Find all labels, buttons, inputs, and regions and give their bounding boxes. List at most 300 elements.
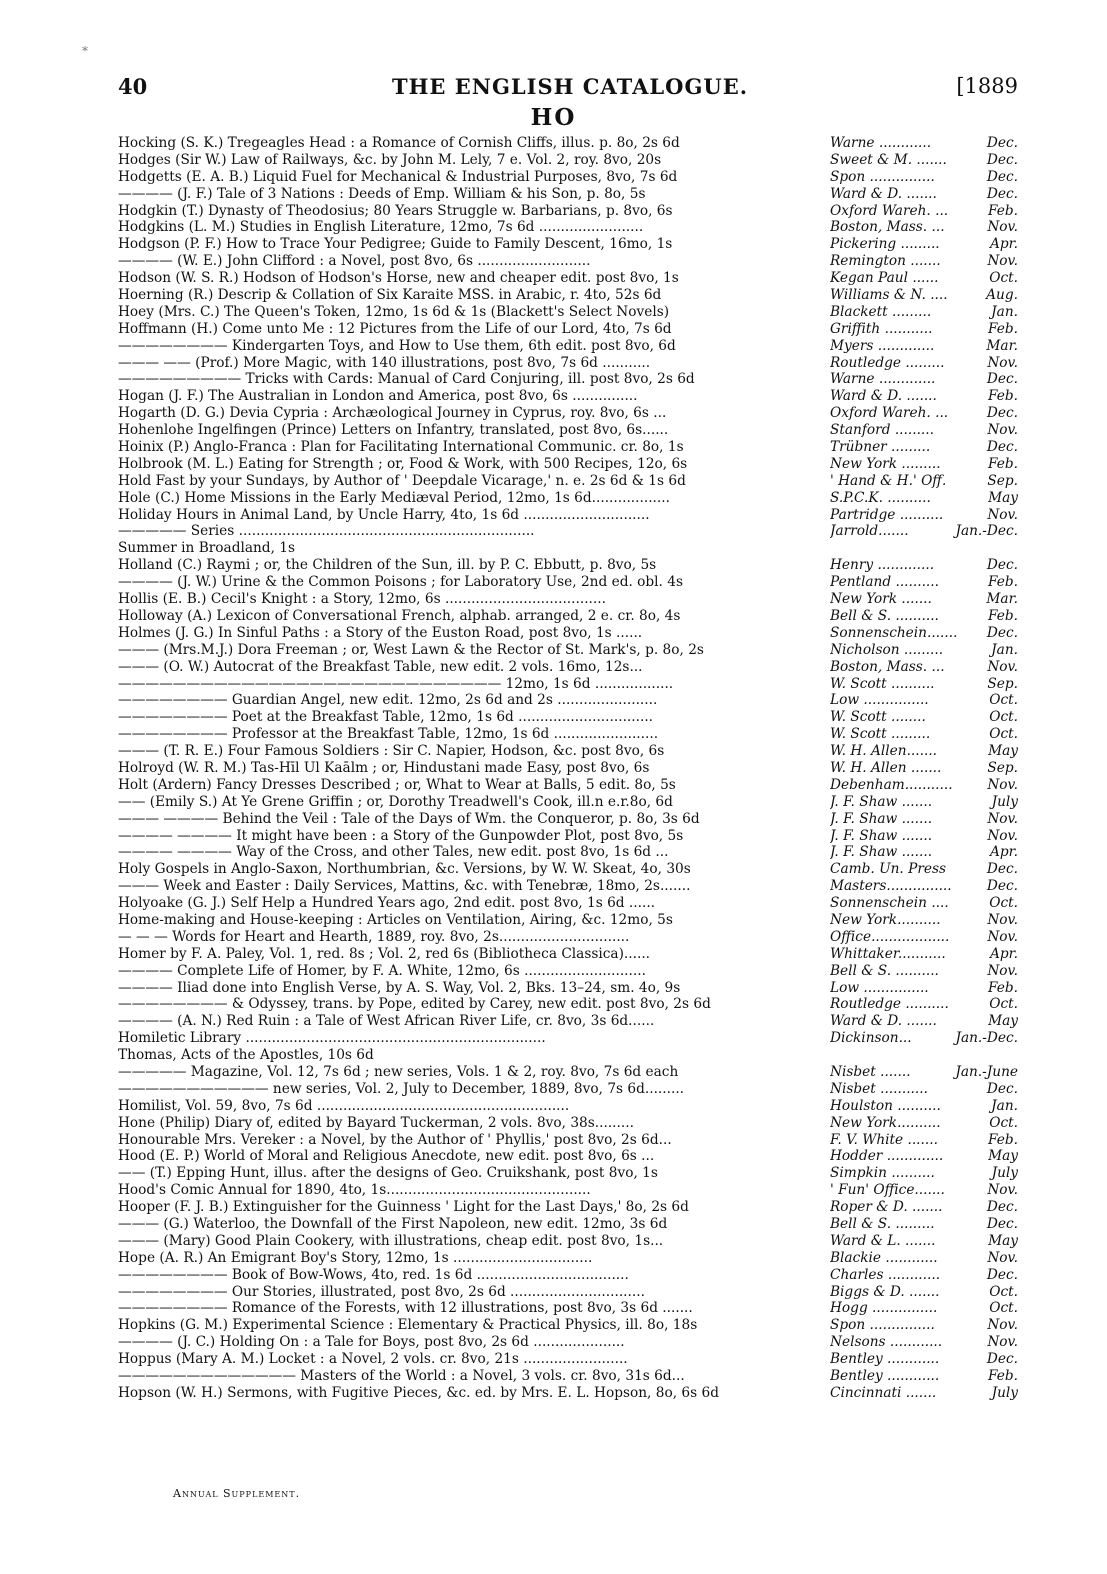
- entry-text: Holyoake (G. J.) Self Help a Hundred Years ago, 2nd edit. post 8vo, 1s 6d ......: [118, 895, 656, 912]
- entry-publisher: ' Hand & H.' Off.: [830, 472, 947, 489]
- entry-text: ——— (Mary) Good Plain Cookery, with illustrations, cheap edit. post 8vo, 1s...: [118, 1232, 664, 1249]
- entry-date: Feb.: [988, 574, 1018, 591]
- entry-date: Nov.: [987, 827, 1018, 844]
- entry-text: Hodgkin (T.) Dynasty of Theodosius; 80 Years Struggle w. Barbarians, p. 8vo, 6s: [118, 202, 673, 219]
- entry-text: Thomas, Acts of the Apostles, 10s 6d: [118, 1047, 374, 1064]
- entry-text: —— (T.) Epping Hunt, illus. after the designs of Geo. Cruikshank, post 8vo, 1s: [118, 1165, 658, 1182]
- catalogue-entry: [118, 456, 1018, 473]
- entry-publisher-cell: [830, 1064, 1018, 1081]
- entry-text: ———————— Guardian Angel, new edit. 12mo, 2s 6d and 2s .......................: [118, 692, 658, 709]
- entry-text: ———— Iliad done into English Verse, by A. S. Way, Vol. 2, Bks. 13–24, sm. 4o, 9s: [118, 979, 681, 996]
- catalogue-entry: [118, 659, 1018, 676]
- entry-publisher-cell: [830, 777, 1018, 794]
- catalogue-entry: [118, 726, 1018, 743]
- catalogue-entry: [118, 1098, 1018, 1115]
- entry-date: Nov.: [987, 962, 1018, 979]
- entry-text: ——— (Mrs.M.J.) Dora Freeman ; or, West Lawn & the Rector of St. Mark's, p. 8o, 2s: [118, 641, 704, 658]
- entry-text: Hohenlohe Ingelfingen (Prince) Letters on Infantry, translated, post 8vo, 6s......: [118, 422, 669, 439]
- entry-publisher-cell: [830, 844, 1018, 861]
- entry-publisher-cell: [830, 1216, 1018, 1233]
- entry-publisher-cell: [830, 659, 1018, 676]
- entry-date: Nov.: [987, 1317, 1018, 1334]
- entry-text: ———————— Poet at the Breakfast Table, 12mo, 1s 6d ...............................: [118, 709, 654, 726]
- entry-date: Nov.: [987, 354, 1018, 371]
- entry-publisher: Biggs & D. .......: [830, 1283, 940, 1300]
- entry-text: Hodson (W. S. R.) Hodson of Hodson's Horse, new and cheaper edit. post 8vo, 1s: [118, 270, 679, 287]
- page-footer: Annual Supplement.: [173, 1487, 301, 1500]
- page-number: 40: [118, 74, 148, 99]
- entry-publisher: Spon ...............: [830, 168, 935, 185]
- entry-date: Mar.: [986, 591, 1018, 608]
- catalogue-entry: [118, 828, 1018, 845]
- entry-text: Hoffmann (H.) Come unto Me : 12 Pictures from the Life of our Lord, 4to, 7s 6d: [118, 320, 672, 337]
- entry-publisher: Houlston ..........: [830, 1097, 941, 1114]
- catalogue-entry: [118, 743, 1018, 760]
- entry-publisher-cell: [830, 946, 1018, 963]
- catalogue-entry: [118, 371, 1018, 388]
- entry-publisher-cell: [830, 709, 1018, 726]
- entry-publisher-cell: [830, 1199, 1018, 1216]
- entry-publisher-cell: [830, 371, 1018, 388]
- catalogue-entry: [118, 1182, 1018, 1199]
- entry-publisher: Myers .............: [830, 337, 935, 354]
- catalogue-entry: [118, 794, 1018, 811]
- entry-date: Jan.: [991, 1097, 1018, 1114]
- entry-publisher-cell: [830, 726, 1018, 743]
- entry-publisher: Ward & D. .......: [830, 1013, 937, 1030]
- entry-publisher: Low ...............: [830, 692, 929, 709]
- entry-publisher: Hogg ...............: [830, 1300, 938, 1317]
- entry-publisher-cell: [830, 1132, 1018, 1149]
- entry-date: Dec.: [986, 557, 1018, 574]
- entry-date: Feb.: [988, 388, 1018, 405]
- catalogue-entry: [118, 625, 1018, 642]
- entry-publisher: Ward & D. .......: [830, 185, 937, 202]
- entry-publisher-cell: [830, 912, 1018, 929]
- entry-publisher-cell: [830, 557, 1018, 574]
- entry-publisher-cell: [830, 811, 1018, 828]
- entry-text: ————————— Tricks with Cards: Manual of Card Conjuring, ill. post 8vo, 2s 6d: [118, 371, 695, 388]
- entry-publisher-cell: [830, 676, 1018, 693]
- entry-publisher-cell: [830, 253, 1018, 270]
- entry-publisher: Oxford Wareh. ...: [830, 405, 949, 422]
- entry-date: Apr.: [989, 945, 1018, 962]
- entry-text: ———————— Kindergarten Toys, and How to Use them, 6th edit. post 8vo, 6d: [118, 337, 676, 354]
- catalogue-entry: [118, 287, 1018, 304]
- entry-date: Oct.: [989, 692, 1018, 709]
- catalogue-entry: [118, 236, 1018, 253]
- catalogue-entry: [118, 1233, 1018, 1250]
- entry-date: Mar.: [986, 337, 1018, 354]
- entry-date: Oct.: [989, 1300, 1018, 1317]
- entry-text: ———————— & Odyssey, trans. by Pope, edited by Carey, new edit. post 8vo, 2s 6d: [118, 996, 711, 1013]
- entry-text: Hood's Comic Annual for 1890, 4to, 1s...............................................: [118, 1182, 591, 1199]
- entry-publisher: W. H. Allen.......: [830, 743, 938, 760]
- entry-text: Hopkins (G. M.) Experimental Science : Elementary & Practical Physics, ill. 8o, 18s: [118, 1317, 698, 1334]
- entry-text: ————— Magazine, Vol. 12, 7s 6d ; new series, Vols. 1 & 2, roy. 8vo, 7s 6d each: [118, 1063, 679, 1080]
- entry-publisher: Bentley ............: [830, 1351, 940, 1368]
- entry-date: Dec.: [986, 168, 1018, 185]
- entry-date: Feb.: [988, 455, 1018, 472]
- entry-publisher: Charles ............: [830, 1266, 941, 1283]
- entry-publisher: Sonnenschein ....: [830, 895, 949, 912]
- entry-date: Nov.: [987, 506, 1018, 523]
- entry-publisher: Office..................: [830, 928, 950, 945]
- entry-date: Nov.: [987, 928, 1018, 945]
- entry-text: — — — Words for Heart and Hearth, 1889, roy. 8vo, 2s..............................: [118, 928, 630, 945]
- entry-publisher: Bell & S. .........: [830, 1216, 935, 1232]
- entry-publisher: Boston, Mass. ...: [830, 219, 945, 236]
- entry-text: ———— (J. F.) Tale of 3 Nations : Deeds of Emp. William & his Son, p. 8o, 5s: [118, 185, 646, 202]
- entry-text: Holmes (J. G.) In Sinful Paths : a Story of the Euston Road, post 8vo, 1s ......: [118, 624, 643, 641]
- entry-text: Holbrook (M. L.) Eating for Strength ; or, Food & Work, with 500 Recipes, 12o, 6s: [118, 455, 688, 472]
- entry-text: ———————————————————————————— 12mo, 1s 6d ..................: [118, 675, 674, 692]
- entry-publisher-cell: [830, 692, 1018, 709]
- entry-publisher-cell: [830, 1368, 1018, 1385]
- entry-date: Sep.: [987, 759, 1018, 776]
- catalogue-entry: [118, 523, 1018, 540]
- catalogue-entry: [118, 1165, 1018, 1182]
- entry-date: Oct.: [989, 1114, 1018, 1131]
- entry-publisher-cell: [830, 1267, 1018, 1284]
- catalogue-entry: [118, 1267, 1018, 1284]
- catalogue-entry: [118, 270, 1018, 287]
- entry-text: Hold Fast by your Sundays, by Author of ' Deepdale Vicarage,' n. e. 2s 6d & 1s 6d: [118, 472, 686, 489]
- entry-publisher: Sonnenschein.......: [830, 624, 958, 641]
- entry-text: Hopson (W. H.) Sermons, with Fugitive Pieces, &c. ed. by Mrs. E. L. Hopson, 8o, 6s 6d: [118, 1384, 719, 1401]
- catalogue-entry: [118, 338, 1018, 355]
- entry-list: [118, 135, 1018, 1402]
- entry-publisher-cell: [830, 1250, 1018, 1267]
- entry-date: Jan.: [991, 303, 1018, 320]
- catalogue-entry: [118, 692, 1018, 709]
- entry-date: Nov.: [987, 1249, 1018, 1266]
- entry-date: Apr.: [989, 844, 1018, 861]
- entry-publisher-cell: [830, 523, 1018, 540]
- entry-publisher-cell: [830, 1013, 1018, 1030]
- entry-publisher-cell: [830, 1081, 1018, 1098]
- entry-publisher: Ward & D. .......: [830, 388, 937, 405]
- entry-publisher-cell: [830, 642, 1018, 659]
- entry-date: July: [991, 1384, 1018, 1401]
- entry-publisher-cell: [830, 338, 1018, 355]
- catalogue-entry: [118, 557, 1018, 574]
- entry-text: ———————— Our Stories, illustrated, post 8vo, 2s 6d ...............................: [118, 1283, 645, 1300]
- entry-publisher: Nisbet .......: [830, 1063, 911, 1080]
- entry-text: Hooper (F. J. B.) Extinguisher for the Guinness ' Light for the Last Days,' 8o, 2s 6d: [118, 1199, 689, 1216]
- catalogue-entry: [118, 1351, 1018, 1368]
- entry-text: Hood (E. P.) World of Moral and Religious Anecdote, new edit. post 8vo, 6s ...: [118, 1148, 655, 1165]
- entry-publisher-cell: [830, 996, 1018, 1013]
- entry-publisher: Simpkin ..........: [830, 1165, 935, 1182]
- page-title: THE ENGLISH CATALOGUE.: [391, 74, 749, 99]
- entry-publisher-cell: [830, 321, 1018, 338]
- catalogue-entry: [118, 912, 1018, 929]
- entry-publisher: Griffith ...........: [830, 320, 933, 337]
- entry-text: ——— (G.) Waterloo, the Downfall of the First Napoleon, new edit. 12mo, 3s 6d: [118, 1216, 668, 1232]
- entry-date: Dec.: [986, 1199, 1018, 1216]
- entry-text: ——— ———— Behind the Veil : Tale of the Days of Wm. the Conqueror, p. 8o, 3s 6d: [118, 810, 700, 827]
- entry-date: Feb.: [988, 1368, 1018, 1385]
- entry-publisher: Kegan Paul ......: [830, 270, 939, 287]
- catalogue-entry: [118, 980, 1018, 997]
- entry-date: July: [991, 793, 1018, 810]
- entry-publisher-cell: [830, 1030, 1018, 1047]
- entry-text: ———— (J. C.) Holding On : a Tale for Boys, post 8vo, 2s 6d .....................: [118, 1334, 625, 1351]
- entry-date: May: [988, 1013, 1018, 1030]
- entry-text: Hogan (J. F.) The Australian in London and America, post 8vo, 6s ...............: [118, 388, 638, 405]
- catalogue-entry: [118, 895, 1018, 912]
- entry-publisher: Williams & N. ....: [830, 287, 948, 304]
- entry-text: Home-making and House-keeping : Articles on Ventilation, Airing, &c. 12mo, 5s: [118, 911, 673, 928]
- entry-publisher-cell: [830, 1098, 1018, 1115]
- entry-date: Dec.: [986, 135, 1018, 151]
- entry-date: Feb.: [988, 607, 1018, 624]
- entry-date: Dec.: [986, 1216, 1018, 1232]
- entry-text: Hollis (E. B.) Cecil's Knight : a Story, 12mo, 6s .....................................: [118, 591, 606, 608]
- entry-publisher: Warne .............: [830, 371, 936, 388]
- entry-date: Jan.-Dec.: [955, 523, 1018, 540]
- entry-publisher: Remington .......: [830, 253, 941, 270]
- entry-publisher-cell: [830, 152, 1018, 169]
- entry-date: Feb.: [988, 1131, 1018, 1148]
- entry-date: Nov.: [987, 253, 1018, 270]
- entry-publisher: Boston, Mass. ...: [830, 658, 945, 675]
- catalogue-entry: [118, 1250, 1018, 1267]
- entry-publisher: J. F. Shaw .......: [830, 844, 933, 861]
- entry-publisher-cell: [830, 405, 1018, 422]
- catalogue-entry: [118, 135, 1018, 152]
- entry-publisher: Blackett .........: [830, 303, 932, 320]
- page-header: [118, 66, 1022, 104]
- entry-publisher: Ward & L. .......: [830, 1232, 936, 1249]
- entry-text: Holland (C.) Raymi ; or, the Children of the Sun, ill. by P. C. Ebbutt, p. 8vo, 5s: [118, 557, 657, 574]
- catalogue-entry: [118, 152, 1018, 169]
- entry-publisher-cell: [830, 743, 1018, 760]
- entry-publisher-cell: [830, 1165, 1018, 1182]
- catalogue-entry: [118, 861, 1018, 878]
- entry-publisher-cell: [830, 1385, 1018, 1402]
- catalogue-entry: [118, 878, 1018, 895]
- entry-publisher-cell: [830, 203, 1018, 220]
- entry-text: Hope (A. R.) An Emigrant Boy's Story, 12mo, 1s ................................: [118, 1249, 593, 1266]
- entry-publisher-cell: [830, 1334, 1018, 1351]
- entry-publisher: Routledge ..........: [830, 996, 949, 1013]
- entry-text: Summer in Broadland, 1s: [118, 540, 296, 557]
- entry-publisher: J. F. Shaw .......: [830, 793, 933, 810]
- entry-text: ———————— Book of Bow-Wows, 4to, red. 1s 6d ...................................: [118, 1266, 629, 1283]
- entry-text: Hodgetts (E. A. B.) Liquid Fuel for Mechanical & Industrial Purposes, 8vo, 7s 6d: [118, 168, 678, 185]
- entry-publisher: Warne ............: [830, 135, 932, 151]
- entry-date: Jan.: [991, 641, 1018, 658]
- section-heading: HO: [530, 104, 577, 131]
- entry-publisher-cell: [830, 1351, 1018, 1368]
- entry-publisher: Nisbet ...........: [830, 1080, 928, 1097]
- catalogue-entry: [118, 963, 1018, 980]
- entry-text: ————————————— Masters of the World : a Novel, 3 vols. cr. 8vo, 31s 6d...: [118, 1368, 685, 1385]
- catalogue-entry: [118, 490, 1018, 507]
- entry-text: Homer by F. A. Paley, Vol. 1, red. 8s ; Vol. 2, red 6s (Bibliotheca Classica)......: [118, 945, 651, 962]
- entry-publisher: Blackie ............: [830, 1249, 938, 1266]
- entry-text: ———— ———— It might have been : a Story of the Gunpowder Plot, post 8vo, 5s: [118, 827, 684, 844]
- entry-text: Homiletic Library .....................................................................: [118, 1030, 546, 1047]
- entry-date: Nov.: [987, 422, 1018, 439]
- catalogue-entry: [118, 507, 1018, 524]
- entry-publisher: J. F. Shaw .......: [830, 827, 933, 844]
- entry-publisher-cell: [830, 456, 1018, 473]
- catalogue-entry: [118, 1148, 1018, 1165]
- catalogue-entry: [118, 709, 1018, 726]
- catalogue-entry: [118, 760, 1018, 777]
- entry-publisher: New York .......: [830, 591, 932, 608]
- entry-text: Hogarth (D. G.) Devia Cypria : Archæological Journey in Cyprus, roy. 8vo, 6s ...: [118, 405, 667, 422]
- catalogue-entry: [118, 1013, 1018, 1030]
- catalogue-entry: [118, 388, 1018, 405]
- entry-publisher: Trübner .........: [830, 439, 931, 456]
- entry-text: Holt (Ardern) Fancy Dresses Described ; or, What to Wear at Balls, 5 edit. 8o, 5s: [118, 776, 676, 793]
- entry-publisher-cell: [830, 963, 1018, 980]
- entry-date: Feb.: [988, 202, 1018, 219]
- entry-date: May: [988, 489, 1018, 506]
- entry-date: Dec.: [986, 151, 1018, 168]
- entry-text: Hoinix (P.) Anglo-Franca : Plan for Facilitating International Communic. cr. 8o, 1s: [118, 439, 684, 456]
- entry-date: Jan.-Dec.: [955, 1030, 1018, 1047]
- catalogue-entry: [118, 422, 1018, 439]
- entry-date: Apr.: [989, 236, 1018, 253]
- entry-publisher-cell: [830, 1148, 1018, 1165]
- entry-text: ———— (A. N.) Red Ruin : a Tale of West African River Life, cr. 8vo, 3s 6d......: [118, 1013, 655, 1030]
- catalogue-entry: [118, 608, 1018, 625]
- entry-publisher-cell: [830, 929, 1018, 946]
- catalogue-entry: [118, 1300, 1018, 1317]
- entry-publisher-cell: [830, 1115, 1018, 1132]
- corner-mark: *: [82, 44, 88, 58]
- entry-date: Sep.: [987, 472, 1018, 489]
- entry-date: May: [988, 1232, 1018, 1249]
- entry-text: ——— Week and Easter : Daily Services, Mattins, &c. with Tenebræ, 18mo, 2s.......: [118, 878, 691, 895]
- entry-date: Sep.: [987, 675, 1018, 692]
- entry-text: ———— Complete Life of Homer, by F. A. White, 12mo, 6s ............................: [118, 962, 646, 979]
- entry-publisher: Jarrold.......: [830, 523, 909, 540]
- entry-publisher: Debenham...........: [830, 776, 953, 793]
- entry-text: ————— Series ....................................................................: [118, 523, 535, 540]
- catalogue-entry: [118, 929, 1018, 946]
- catalogue-entry: [118, 1064, 1018, 1081]
- entry-text: ——————————— new series, Vol. 2, July to December, 1889, 8vo, 7s 6d.........: [118, 1080, 685, 1097]
- entry-publisher-cell: [830, 304, 1018, 321]
- entry-text: Hodgson (P. F.) How to Trace Your Pedigree; Guide to Family Descent, 16mo, 1s: [118, 236, 673, 253]
- entry-publisher-cell: [830, 355, 1018, 372]
- catalogue-entry: [118, 1047, 1018, 1064]
- entry-publisher-cell: [830, 574, 1018, 591]
- entry-publisher: Roper & D. .......: [830, 1199, 943, 1216]
- entry-date: Oct.: [989, 895, 1018, 912]
- entry-date: Aug.: [986, 287, 1018, 304]
- entry-text: ——— —— (Prof.) More Magic, with 140 illustrations, post 8vo, 7s 6d ...........: [118, 354, 651, 371]
- catalogue-entry: [118, 1284, 1018, 1301]
- catalogue-entry: [118, 253, 1018, 270]
- entry-publisher: Low ...............: [830, 979, 929, 996]
- entry-date: Feb.: [988, 320, 1018, 337]
- entry-text: Homilist, Vol. 59, 8vo, 7s 6d ..........................................................: [118, 1097, 570, 1114]
- entry-text: Hodgkins (L. M.) Studies in English Literature, 12mo, 7s 6d ........................: [118, 219, 644, 236]
- entry-date: Dec.: [986, 1080, 1018, 1097]
- entry-date: Dec.: [986, 624, 1018, 641]
- entry-publisher: New York..........: [830, 911, 941, 928]
- catalogue-entry: [118, 1081, 1018, 1098]
- entry-text: ———— (W. E.) John Clifford : a Novel, post 8vo, 6s ..........................: [118, 253, 591, 270]
- entry-publisher-cell: [830, 980, 1018, 997]
- entry-publisher: Bell & S. ..........: [830, 607, 939, 624]
- entry-publisher-cell: [830, 878, 1018, 895]
- entry-text: ——— (T. R. E.) Four Famous Soldiers : Sir C. Napier, Hodson, &c. post 8vo, 6s: [118, 743, 665, 760]
- catalogue-entry: [118, 1385, 1018, 1402]
- entry-date: Oct.: [989, 996, 1018, 1013]
- entry-publisher-cell: [830, 270, 1018, 287]
- entry-publisher-cell: [830, 1182, 1018, 1199]
- entry-publisher: W. Scott .........: [830, 726, 931, 743]
- entry-publisher-cell: [830, 608, 1018, 625]
- entry-text: Hoppus (Mary A. M.) Locket : a Novel, 2 vols. cr. 8vo, 21s ........................: [118, 1351, 628, 1368]
- entry-publisher: F. V. White .......: [830, 1131, 938, 1148]
- entry-publisher-cell: [830, 760, 1018, 777]
- entry-text: Honourable Mrs. Vereker : a Novel, by the Author of ' Phyllis,' post 8vo, 2s 6d...: [118, 1131, 672, 1148]
- entry-publisher-cell: [830, 236, 1018, 253]
- catalogue-entry: [118, 169, 1018, 186]
- entry-date: Dec.: [986, 878, 1018, 895]
- entry-publisher-cell: [830, 1233, 1018, 1250]
- entry-publisher: Nicholson .........: [830, 641, 944, 658]
- entry-date: Dec.: [986, 405, 1018, 422]
- entry-publisher: Masters...............: [830, 878, 952, 895]
- entry-publisher: W. H. Allen .......: [830, 759, 942, 776]
- catalogue-entry: [118, 355, 1018, 372]
- catalogue-entry: [118, 1030, 1018, 1047]
- entry-publisher: Spon ...............: [830, 1317, 935, 1334]
- catalogue-entry: [118, 439, 1018, 456]
- entry-publisher-cell: [830, 186, 1018, 203]
- entry-publisher: Camb. Un. Press: [830, 861, 947, 878]
- entry-text: ———— (J. W.) Urine & the Common Poisons ; for Laboratory Use, 2nd ed. obl. 4s: [118, 574, 683, 591]
- entry-publisher-cell: [830, 219, 1018, 236]
- entry-text: Hoerning (R.) Descrip & Collation of Six Karaite MSS. in Arabic, r. 4to, 52s 6d: [118, 287, 662, 304]
- entry-date: May: [988, 1148, 1018, 1165]
- entry-date: Oct.: [989, 709, 1018, 726]
- catalogue-entry: [118, 540, 1018, 557]
- entry-text: Hodges (Sir W.) Law of Railways, &c. by John M. Lely, 7 e. Vol. 2, roy. 8vo, 20s: [118, 151, 662, 168]
- entry-date: Nov.: [987, 810, 1018, 827]
- entry-publisher: Hodder .............: [830, 1148, 944, 1165]
- entry-text: Holiday Hours in Animal Land, by Uncle Harry, 4to, 1s 6d .............................: [118, 506, 650, 523]
- entry-publisher: New York .........: [830, 455, 941, 472]
- entry-date: Nov.: [987, 658, 1018, 675]
- entry-publisher-cell: [830, 861, 1018, 878]
- entry-text: Holroyd (W. R. M.) Tas-Hīl Ul Kaālm ; or, Hindustani made Easy, post 8vo, 6s: [118, 759, 650, 776]
- catalogue-entry: [118, 1132, 1018, 1149]
- entry-publisher: New York..........: [830, 1114, 941, 1131]
- entry-publisher: Pickering .........: [830, 236, 940, 253]
- entry-date: May: [988, 743, 1018, 760]
- entry-publisher: Oxford Wareh. ...: [830, 202, 949, 219]
- entry-publisher: Pentland ..........: [830, 574, 939, 591]
- catalogue-entry: [118, 1216, 1018, 1233]
- entry-text: ———— ———— Way of the Cross, and other Tales, new edit. post 8vo, 1s 6d ...: [118, 844, 669, 861]
- entry-date: Dec.: [986, 861, 1018, 878]
- entry-publisher-cell: [830, 507, 1018, 524]
- catalogue-entry: [118, 203, 1018, 220]
- entry-publisher: Sweet & M. .......: [830, 151, 947, 168]
- catalogue-entry: [118, 996, 1018, 1013]
